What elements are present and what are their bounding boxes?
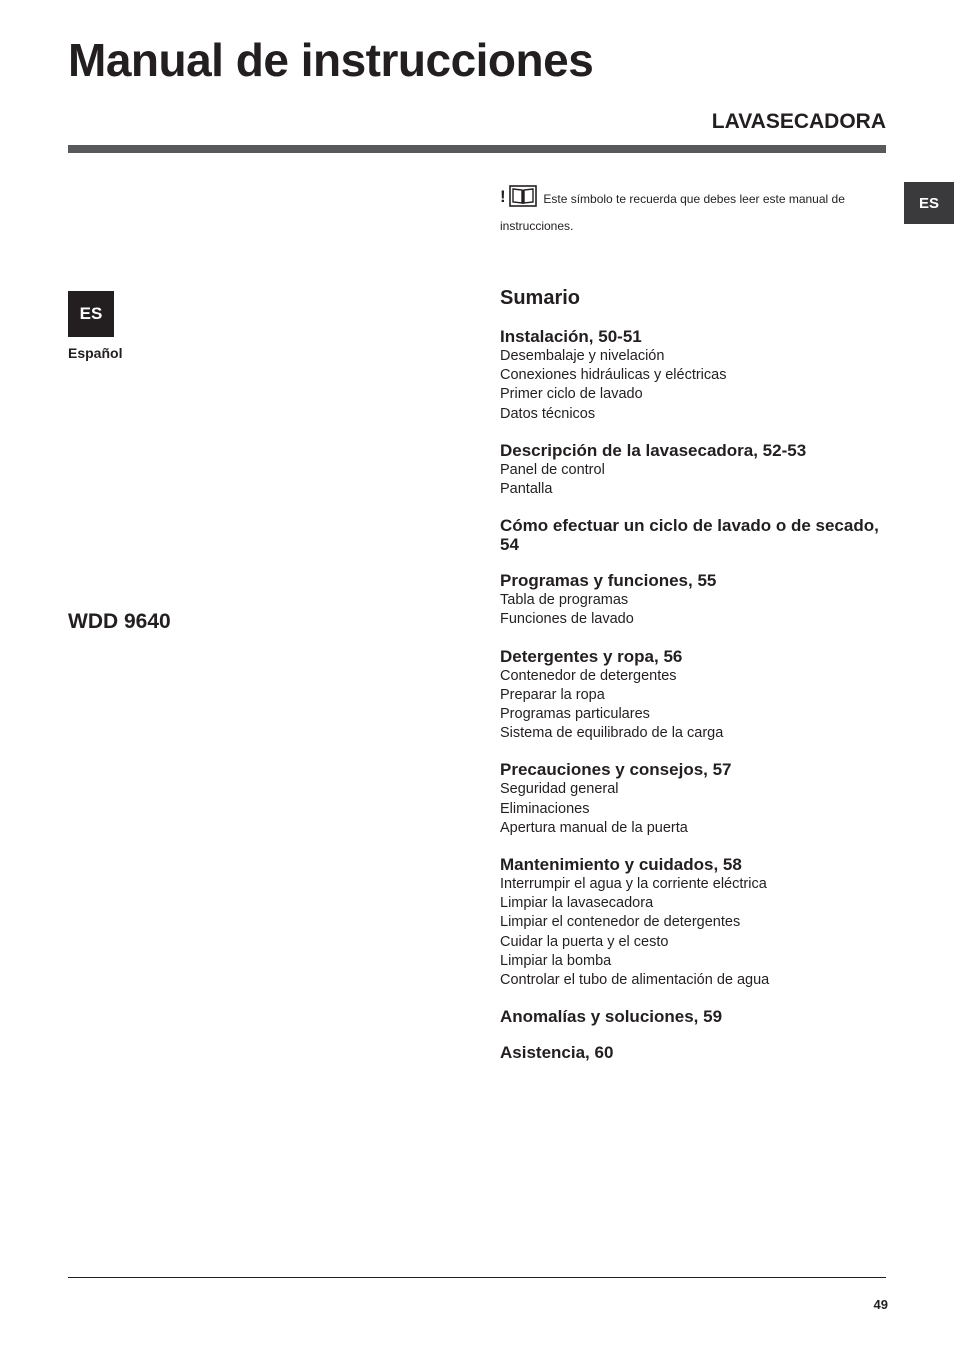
toc-sections <box>500 327 900 1062</box>
model-name: WDD 9640 <box>68 610 171 633</box>
toc-subitem: Programas particulares <box>500 706 650 723</box>
toc-subitem: Limpiar la lavasecadora <box>500 895 654 912</box>
toc-section <box>500 441 900 499</box>
toc-subitem: Preparar la ropa <box>500 686 605 703</box>
toc-section <box>500 855 900 990</box>
product-type: LAVASECADORA <box>711 110 886 133</box>
toc-section <box>500 516 900 554</box>
toc-subitem: Apertura manual de la puerta <box>500 819 688 836</box>
footer-divider <box>68 1277 886 1278</box>
toc-subitem: Interrumpir el agua y la corriente eléctrica <box>500 876 767 893</box>
toc-title: Sumario <box>500 287 581 309</box>
toc-section <box>500 1007 900 1026</box>
toc-subitem: Cuidar la puerta y el cesto <box>500 933 669 950</box>
toc-subitem: Controlar el tubo de alimentación de agua <box>500 972 770 989</box>
toc-subitem: Seguridad general <box>500 781 619 798</box>
toc-subitem: Limpiar la bomba <box>500 952 612 969</box>
language-side-tab: ES <box>904 182 954 224</box>
toc-section <box>500 760 900 838</box>
notice-text: Este símbolo te recuerda que debes leer este manual de instrucciones. <box>500 192 845 233</box>
language-badge: ES <box>68 291 114 337</box>
toc-subitem: Pantalla <box>500 481 553 498</box>
page-title: Manual de instrucciones <box>68 34 594 86</box>
toc-section-title: Anomalías y soluciones, 59 <box>500 1007 723 1027</box>
toc-section-title: Descripción de la lavasecadora, 52-53 <box>500 440 807 460</box>
toc-section-title: Instalación, 50-51 <box>500 327 642 346</box>
toc-subitem: Conexiones hidráulicas y eléctricas <box>500 367 727 384</box>
toc-subitem: Datos técnicos <box>500 405 596 422</box>
toc-subitem: Eliminaciones <box>500 800 590 817</box>
language-name: Español <box>68 345 123 361</box>
table-of-contents <box>500 285 900 1079</box>
toc-section-title: Asistencia, 60 <box>500 1043 614 1063</box>
toc-subitem: Panel de control <box>500 461 605 478</box>
toc-subitem: Primer ciclo de lavado <box>500 386 643 403</box>
toc-section <box>500 647 900 744</box>
header-divider <box>68 145 886 153</box>
toc-section-title: Detergentes y ropa, 56 <box>500 646 683 666</box>
warning-symbol: ! <box>500 187 506 206</box>
toc-subitem: Tabla de programas <box>500 592 629 609</box>
open-book-icon <box>509 185 537 207</box>
toc-section-title: Precauciones y consejos, 57 <box>500 760 732 780</box>
toc-section <box>500 1043 900 1062</box>
toc-section-title: Programas y funciones, 55 <box>500 571 717 591</box>
toc-section-title: Mantenimiento y cuidados, 58 <box>500 855 742 875</box>
toc-section <box>500 327 900 424</box>
toc-section <box>500 571 900 629</box>
reading-notice <box>500 183 870 240</box>
toc-subitem: Sistema de equilibrado de la carga <box>500 725 724 742</box>
toc-subitem: Desembalaje y nivelación <box>500 348 665 364</box>
toc-subitem: Funciones de lavado <box>500 611 634 628</box>
toc-subitem: Contenedor de detergentes <box>500 667 677 684</box>
page-number: 49 <box>873 1297 888 1312</box>
toc-subitem: Limpiar el contenedor de detergentes <box>500 914 741 931</box>
toc-section-title: Cómo efectuar un ciclo de lavado o de secado, 54 <box>500 516 879 555</box>
